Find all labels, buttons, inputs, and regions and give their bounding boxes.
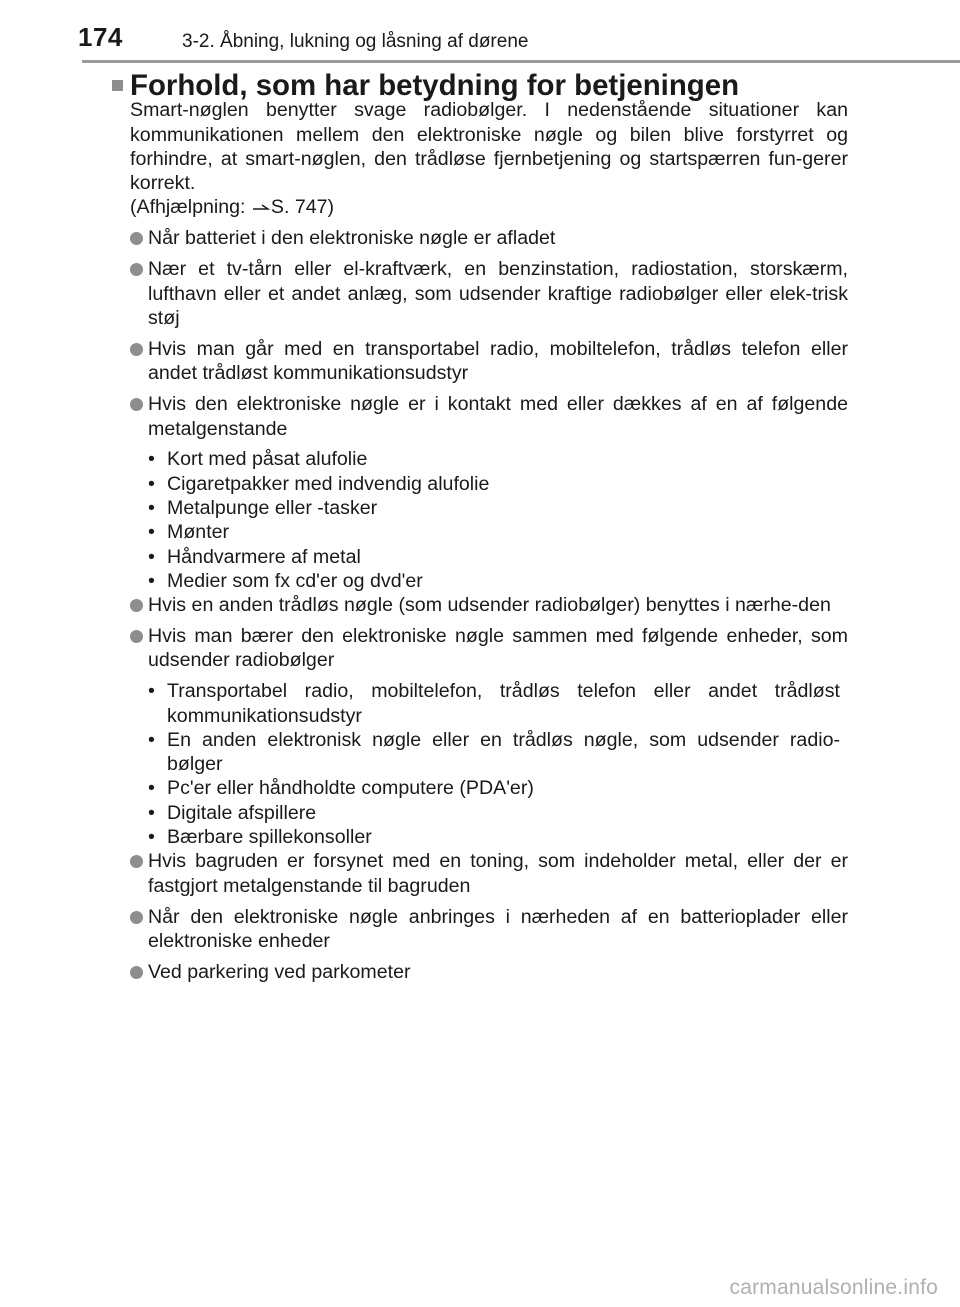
list-item <box>112 905 848 954</box>
list-item-text: Hvis den elektroniske nøgle er i kontakt med eller dækkes af en af følgende metalgenstande <box>148 393 848 440</box>
sub-list-item <box>112 545 848 569</box>
list-item <box>112 593 848 617</box>
sub-list-item <box>112 447 848 471</box>
list-item <box>112 392 848 441</box>
reference-line <box>130 195 848 219</box>
sub-list-item-text: Pc'er eller håndholdte computere (PDA'er) <box>167 777 534 800</box>
list-item-text: Hvis man går med en transportabel radio, mobiltelefon, trådløs telefon eller andet trådløst kommunikationsudstyr <box>148 338 848 385</box>
sub-list-item <box>112 472 848 496</box>
arrow-right-icon <box>252 202 270 212</box>
sub-list-item-text: Cigaretpakker med indvendig alufolie <box>167 472 490 495</box>
header-divider <box>82 60 960 63</box>
list-item-text: Når batteriet i den elektroniske nøgle er afladet <box>148 227 556 250</box>
sub-list-item-text: Bærbare spillekonsoller <box>167 826 372 849</box>
section-heading <box>112 69 848 102</box>
small-bullet-icon: • <box>148 728 155 751</box>
list-item-text: Hvis man bærer den elektroniske nøgle sammen med følgende enheder, som udsender radiobølger <box>148 625 848 672</box>
small-bullet-icon: • <box>148 448 155 471</box>
sub-list-item <box>112 496 848 520</box>
sub-list-item <box>112 825 848 849</box>
small-bullet-icon: • <box>148 569 155 592</box>
sub-list-item-text: Digitale afspillere <box>167 801 317 824</box>
sub-list-item <box>112 569 848 593</box>
circle-bullet-icon <box>130 855 143 868</box>
sub-list-item <box>112 776 848 800</box>
intro-text: Smart-nøglen benytter svage radiobølger. I nedenstående situationer kan kommunikationen mellem den elektroniske nøgle og bilen blive forstyrret og forhindre, at smart-nøglen, den trådløse fjernbetjening og startspærren fun-gerer korrekt. <box>130 99 848 195</box>
small-bullet-icon: • <box>148 826 155 849</box>
sub-list-item-text: Kort med påsat alufolie <box>167 448 368 471</box>
list-item <box>112 624 848 673</box>
page-content <box>112 69 848 984</box>
sub-list-item <box>112 801 848 825</box>
reference-prefix: (Afhjælpning: <box>130 196 246 219</box>
page-number: 174 <box>78 22 123 52</box>
list-item-text: Når den elektroniske nøgle anbringes i nærheden af en batterioplader eller elektroniske enheder <box>148 905 848 952</box>
small-bullet-icon: • <box>148 545 155 568</box>
list-item-text: Hvis en anden trådløs nøgle (som udsender radiobølger) benyttes i nærhe-den <box>148 594 831 617</box>
sub-list-item <box>112 520 848 544</box>
section-intro <box>130 98 848 219</box>
circle-bullet-icon <box>130 232 143 245</box>
list-item-text: Hvis bagruden er forsynet med en toning, som indeholder metal, eller der er fastgjort metalgenstande til bagruden <box>148 850 848 897</box>
square-icon <box>112 80 123 91</box>
list-item <box>112 337 848 386</box>
sub-list-item-text: Mønter <box>167 521 230 544</box>
circle-bullet-icon <box>130 911 143 924</box>
section-title: Forhold, som har betydning for betjeningen <box>130 69 740 102</box>
list-item <box>112 226 848 250</box>
small-bullet-icon: • <box>148 472 155 495</box>
radio-devices-list <box>112 679 848 849</box>
sub-list-item-text: En anden elektronisk nøgle eller en trådløs nøgle, som udsender radio-bølger <box>167 728 840 776</box>
list-item-text: Ved parkering ved parkometer <box>148 960 411 983</box>
small-bullet-icon: • <box>148 680 155 703</box>
sub-list-item-text: Metalpunge eller -tasker <box>167 497 378 519</box>
small-bullet-icon: • <box>148 777 155 800</box>
sub-list-item-text: Håndvarmere af metal <box>167 545 361 568</box>
small-bullet-icon: • <box>148 521 155 544</box>
list-item <box>112 849 848 898</box>
watermark: carmanualsonline.info <box>729 1276 938 1299</box>
list-item <box>112 257 848 330</box>
circle-bullet-icon <box>130 263 143 276</box>
small-bullet-icon: • <box>148 801 155 824</box>
sub-list-item <box>112 679 848 728</box>
list-item-text: Nær et tv-tårn eller el-kraftværk, en benzinstation, radiostation, storskærm, lufthavn eller et andet anlæg, som udsender kraftige radiobølger eller elek-trisk støj <box>148 258 848 330</box>
circle-bullet-icon <box>130 343 143 356</box>
page-header <box>0 0 960 60</box>
reference-page-link[interactable]: S. 747) <box>270 196 335 219</box>
metal-objects-list <box>112 447 848 593</box>
circle-bullet-icon <box>130 599 143 612</box>
circle-bullet-icon <box>130 398 143 411</box>
sub-list-item-text: Transportabel radio, mobiltelefon, trådløs telefon eller andet trådløst kommunikationsudstyr <box>167 680 840 727</box>
list-item <box>112 960 848 984</box>
chapter-title: 3-2. Åbning, lukning og låsning af dørene <box>182 31 529 52</box>
small-bullet-icon: • <box>148 497 155 519</box>
circle-bullet-icon <box>130 966 143 979</box>
sub-list-item-text: Medier som fx cd'er og dvd'er <box>167 569 423 592</box>
sub-list-item <box>112 728 848 777</box>
circle-bullet-icon <box>130 630 143 643</box>
